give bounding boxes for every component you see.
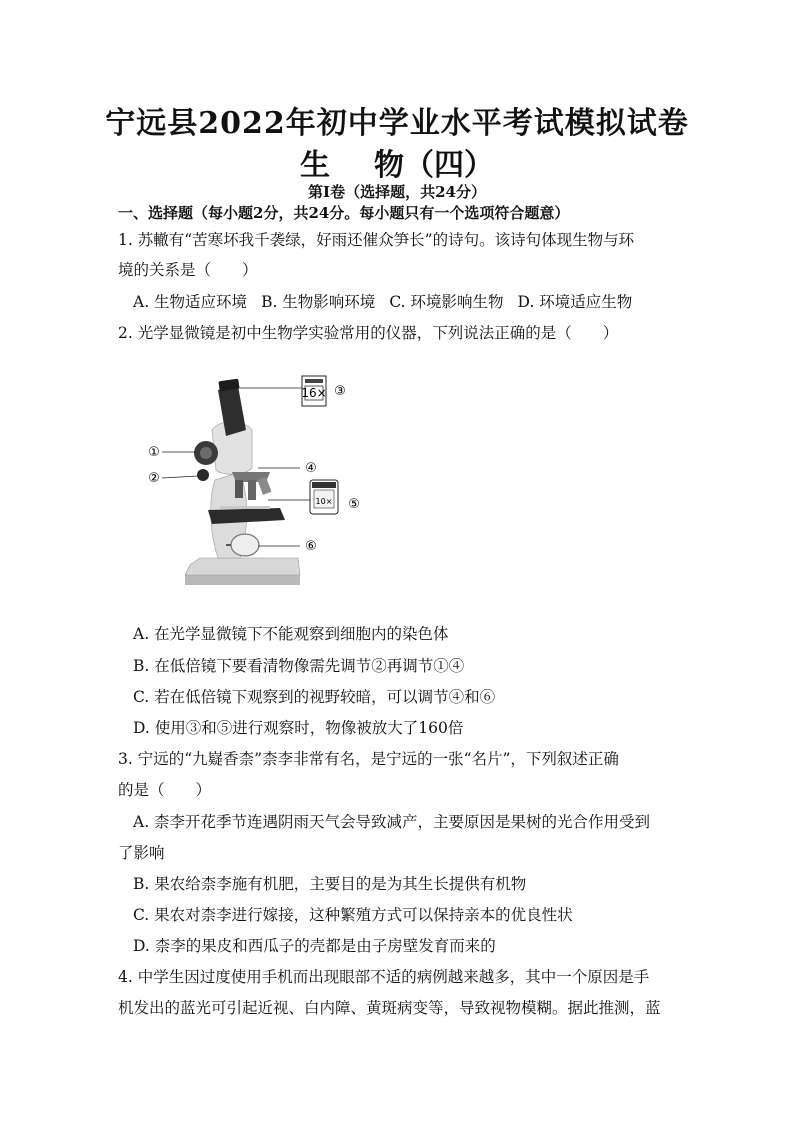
microscope-mirror — [231, 534, 259, 556]
q1-options — [133, 290, 646, 312]
eyepiece-mark: 16× — [301, 386, 327, 400]
label-3: ③ — [334, 384, 346, 399]
volume-heading: 第Ⅰ卷（选择题，共24分） — [308, 183, 486, 201]
q3-option-b: B. 果农给柰李施有机肥，主要目的是为其生长提供有机物 — [133, 875, 527, 893]
label-4: ④ — [305, 461, 317, 476]
q3-option-d: D. 柰李的果皮和西瓜子的壳都是由子房壁发育而来的 — [133, 937, 496, 955]
q3-stem-line-1: 3. 宁远的“九嶷香柰”柰李非常有名，是宁远的一张“名片”，下列叙述正确 — [118, 750, 619, 768]
q2-option-c: C. 若在低倍镜下观察到的视野较暗，可以调节④和⑥ — [133, 688, 496, 706]
section-heading: 一、选择题（每小题2分，共24分。每小题只有一个选项符合题意） — [118, 204, 570, 222]
q1-option-d: D. 环境适应生物 — [517, 293, 633, 311]
q1-stem-line-2: 境的关系是（ ） — [118, 261, 258, 279]
q4-stem-line-2: 机发出的蓝光可引起近视、白内障、黄斑病变等，导致视物模糊。据此推测，蓝 — [118, 999, 661, 1017]
q4-stem-line-1: 4. 中学生因过度使用手机而出现眼部不适的病例越来越多，其中一个原因是手 — [118, 968, 650, 986]
q2-stem-line-1: 2. 光学显微镜是初中生物学实验常用的仪器，下列说法正确的是（ ） — [118, 324, 619, 342]
q2-option-b: B. 在低倍镜下要看清物像需先调节②再调节①④ — [133, 657, 465, 675]
microscope-figure — [140, 360, 380, 610]
q1-option-c: C. 环境影响生物 — [389, 293, 504, 311]
fine-focus-knob — [197, 469, 209, 481]
objective-mark: 10× — [315, 497, 333, 506]
q3-option-a-cont: 了影响 — [118, 844, 165, 862]
q3-stem-line-2: 的是（ ） — [118, 781, 212, 799]
exam-subject — [0, 140, 794, 184]
label-1: ① — [148, 445, 160, 460]
q2-option-d: D. 使用③和⑤进行观察时，物像被放大了160倍 — [133, 719, 464, 737]
q3-option-a: A. 柰李开花季节连遇阴雨天气会导致减产，主要原因是果树的光合作用受到 — [133, 813, 651, 831]
q1-option-b: B. 生物影响环境 — [261, 293, 376, 311]
microscope-stage — [208, 508, 285, 524]
label-2: ② — [148, 471, 160, 486]
q2-option-a: A. 在光学显微镜下不能观察到细胞内的染色体 — [133, 625, 449, 643]
exam-title: 宁远县2022年初中学业水平考试模拟试卷 — [105, 106, 689, 141]
eyepiece-inset — [301, 376, 326, 406]
q1-stem-line-1: 1. 苏轍有“苦寒坏我千袭绿，好雨还催众笋长”的诗句。该诗句体现生物与环 — [118, 231, 635, 249]
microscope-base — [185, 575, 300, 585]
subject-rest: 物（四） — [374, 148, 494, 183]
label-5: ⑤ — [348, 497, 360, 512]
label-6: ⑥ — [305, 539, 317, 554]
q3-option-c: C. 果农对柰李进行嫁接，这种繁殖方式可以保持亲本的优良性状 — [133, 906, 573, 924]
subject-first-char: 生 — [300, 148, 330, 183]
q1-option-a: A. 生物适应环境 — [133, 293, 248, 311]
objective-inset — [310, 480, 338, 514]
